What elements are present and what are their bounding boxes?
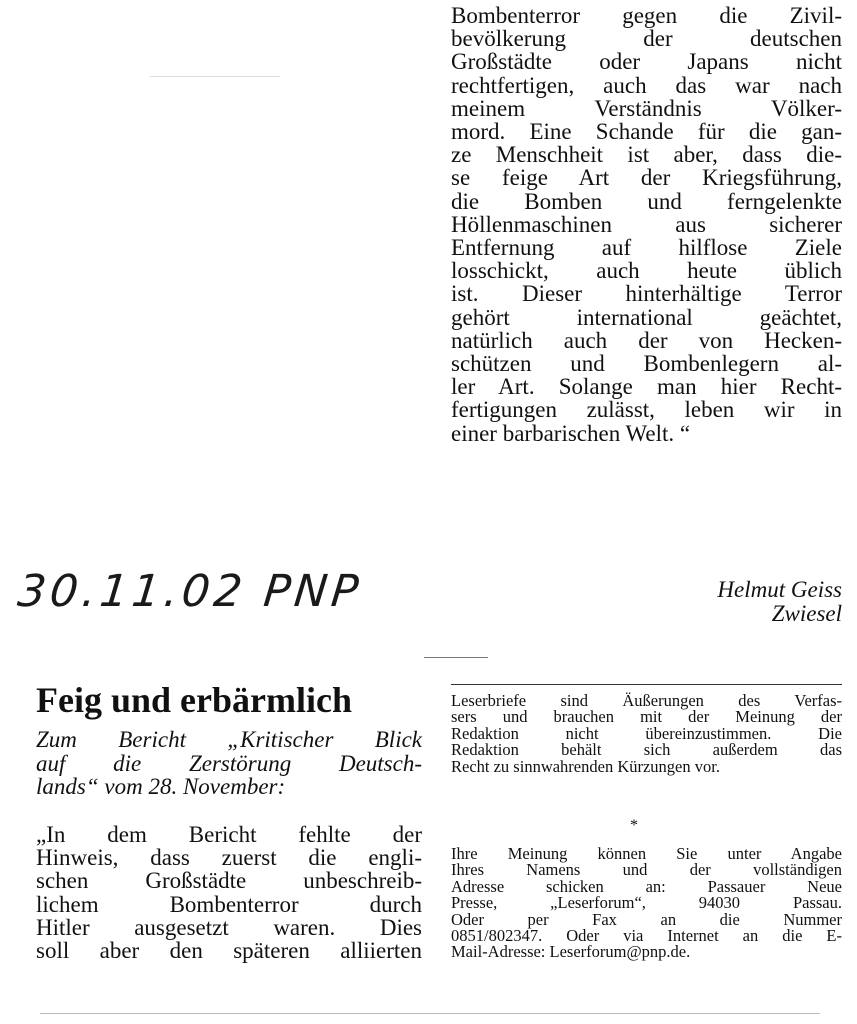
notice-line: Adresse schicken an: Passauer Neue — [451, 876, 842, 896]
subhead-line: lands“ vom 28. November: — [36, 774, 286, 799]
text-line: ist. Dieser hinterhältige Terror — [451, 281, 842, 307]
text-line: ze Menschheit ist aber, dass die- — [451, 142, 842, 168]
notice-line: Redaktion nicht übereinzustimmen. Die — [451, 723, 842, 743]
text-line: einer barbarischen Welt. “ — [451, 420, 691, 446]
text-line: losschickt, auch heute üblich — [451, 258, 842, 284]
text-line: Höllenmaschinen aus sicherer — [451, 211, 842, 237]
text-line: Großstädte oder Japans nicht — [451, 49, 842, 75]
body-line: schen Großstädte unbeschreib- — [36, 868, 422, 894]
text-line: Bombenterror gegen die Zivil- — [451, 3, 842, 28]
body-line: „In dem Bericht fehlte der — [36, 822, 422, 847]
notice-line: Redaktion behält sich außerdem das — [451, 740, 842, 760]
text-line: rechtfertigen, auch das war nach — [451, 72, 842, 98]
body-line: Hinweis, dass zuerst die engli- — [36, 845, 422, 871]
subhead-line: Zum Bericht „Kritischer Blick — [36, 727, 422, 752]
notice-line: Oder per Fax an die Nummer — [451, 909, 842, 929]
text-line: schützen und Bombenlegern al- — [451, 351, 842, 377]
continued-letter-column — [451, 4, 842, 445]
notice-line: Recht zu sinnwahrenden Kürzungen vor. — [451, 756, 720, 776]
text-line: fertigungen zulässt, leben wir in — [451, 397, 842, 423]
notice-line: 0851/802347. Oder via Internet an die E- — [451, 926, 842, 946]
scan-artifact — [150, 76, 280, 77]
notice-line: Mail-Adresse: Leserforum@pnp.de. — [451, 942, 691, 962]
scan-artifact — [40, 1013, 820, 1014]
text-line: se feige Art der Kriegsführung, — [451, 165, 842, 191]
notice-line: Ihres Namens und der vollständigen — [451, 860, 842, 880]
notice-line: Ihre Meinung können Sie unter Angabe — [451, 844, 842, 863]
author-name: Helmut Geiss — [717, 577, 842, 602]
notice-line: Leserbriefe sind Äußerungen des Verfas- — [451, 691, 842, 710]
text-line: die Bomben und ferngelenkte — [451, 188, 842, 214]
separator-rule — [424, 657, 488, 658]
text-line: mord. Eine Schande für die gan- — [451, 119, 842, 145]
text-line: ler Art. Solange man hier Recht- — [451, 374, 842, 400]
notice-contact — [451, 846, 842, 961]
text-line: bevölkerung der deutschen — [451, 26, 842, 52]
body-line: lichem Bombenterror durch — [36, 891, 422, 917]
notice-divider — [451, 684, 842, 685]
body-line: Hitler ausgesetzt waren. Dies — [36, 914, 422, 940]
text-line: Entfernung auf hilflose Ziele — [451, 235, 842, 261]
article-subhead — [36, 728, 422, 799]
notice-disclaimer — [451, 693, 842, 775]
text-line: natürlich auch der von Hecken- — [451, 327, 842, 353]
text-line: gehört international geächtet, — [451, 304, 842, 330]
article-headline: Feig und erbärmlich — [36, 680, 352, 720]
notice-line: Presse, „Leserforum“, 94030 Passau. — [451, 893, 842, 913]
letter-signature — [600, 578, 842, 625]
text-line: meinem Verständnis Völker- — [451, 95, 842, 121]
body-line: soll aber den späteren alliierten — [36, 938, 422, 964]
notice-line: sers und brauchen mit der Meinung der — [451, 707, 842, 727]
article-body — [36, 823, 422, 962]
author-city: Zwiesel — [771, 600, 842, 626]
handwritten-date-note: 30.11.02 PNP — [15, 566, 365, 617]
notice-separator-asterisk: * — [630, 817, 638, 834]
subhead-line: auf die Zerstörung Deutsch- — [36, 750, 422, 776]
